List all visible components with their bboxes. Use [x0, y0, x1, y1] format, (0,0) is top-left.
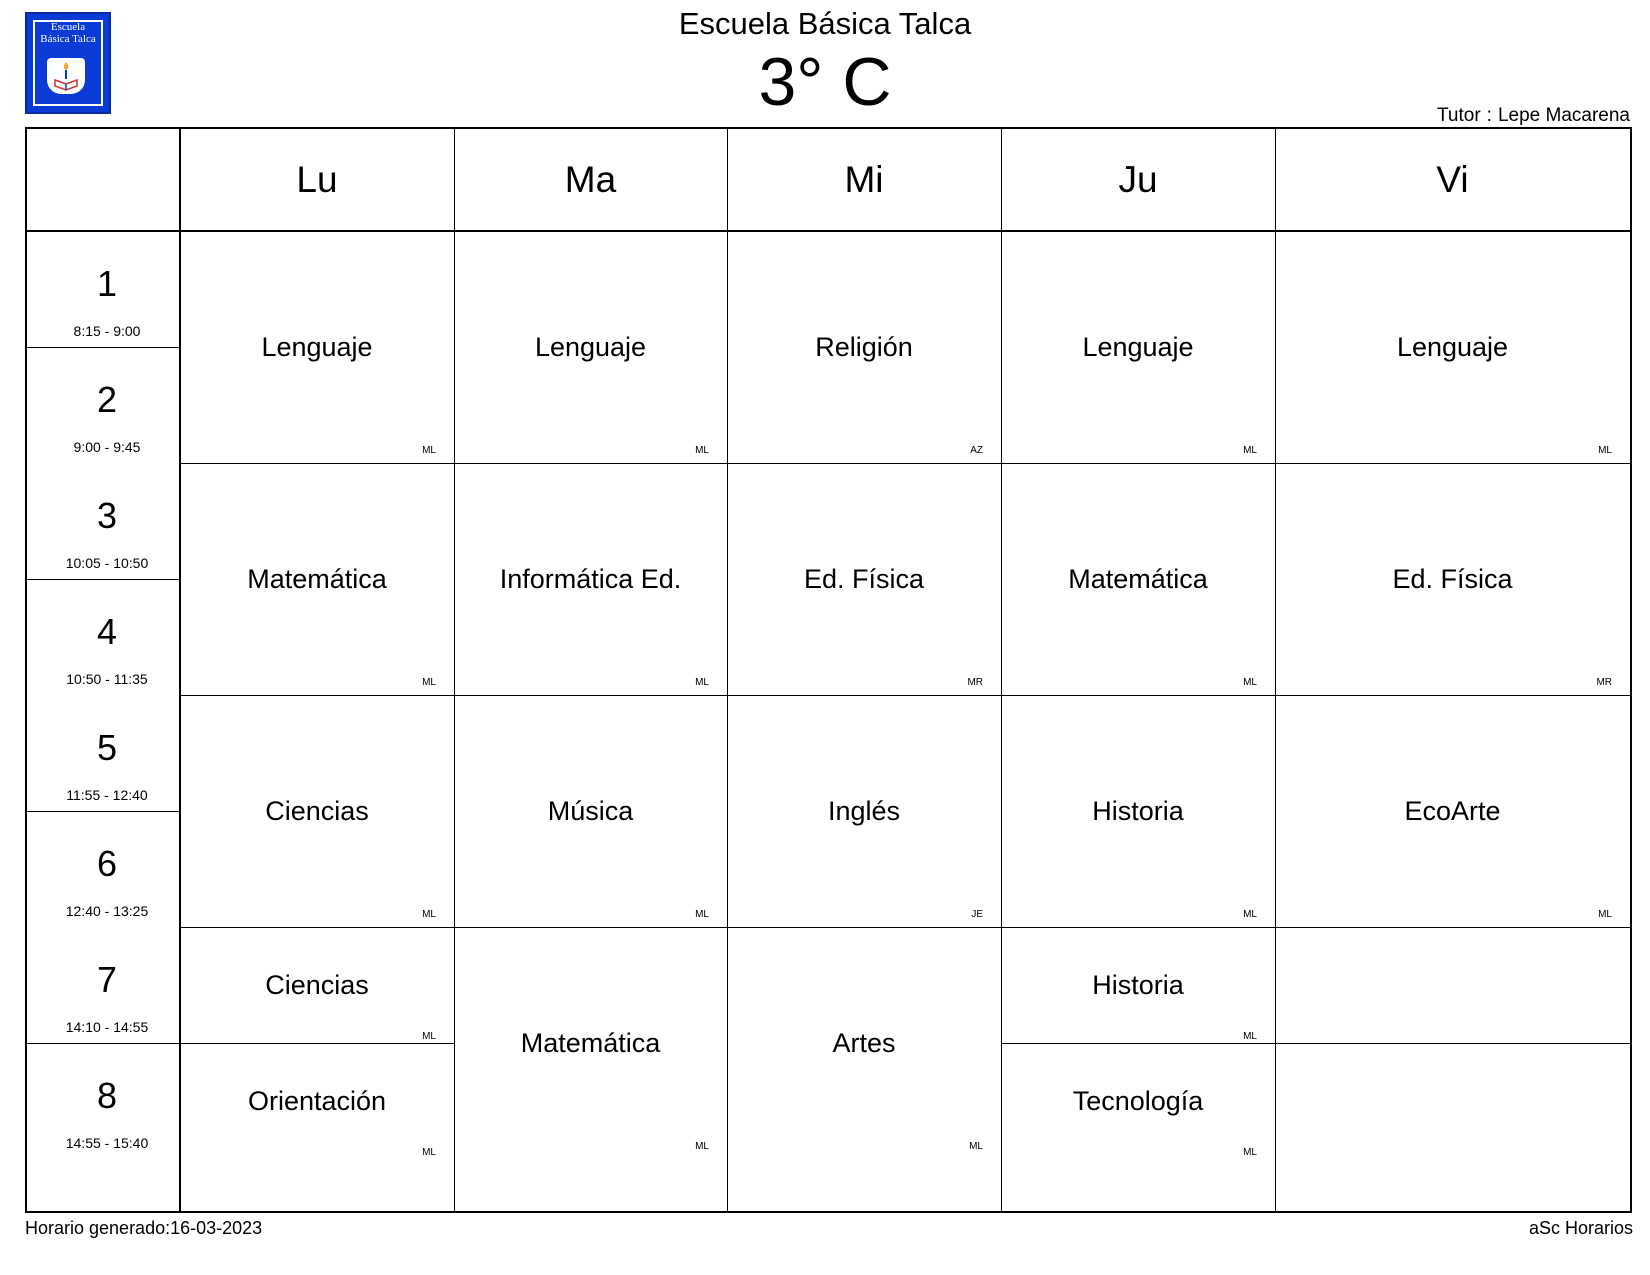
lesson-teacher: MR: [967, 677, 983, 688]
period-number-4: 4: [96, 611, 118, 652]
period-number-1: 1: [96, 263, 118, 304]
lesson-divider: [180, 1043, 454, 1044]
lesson-teacher: AZ: [970, 445, 983, 456]
lesson-teacher: ML: [1598, 445, 1612, 456]
lesson-subject: Ciencias: [265, 795, 369, 826]
day-header-1: Ma: [564, 159, 617, 200]
lesson-subject: Matemática: [1068, 563, 1208, 594]
block-divider: [180, 463, 1630, 464]
lesson-subject: Historia: [1092, 795, 1184, 826]
block-divider: [180, 695, 1630, 696]
lesson-divider: [1275, 1043, 1630, 1044]
timetable-grid: [25, 127, 1632, 1213]
lesson-teacher: ML: [1598, 909, 1612, 920]
software-credit: aSc Horarios: [1528, 1218, 1633, 1238]
lesson-teacher: ML: [695, 909, 709, 920]
day-header-0: Lu: [296, 159, 338, 200]
lesson-subject: EcoArte: [1404, 795, 1501, 826]
period-time-4: 10:50 - 11:35: [66, 671, 148, 687]
period-divider: [27, 1043, 180, 1044]
lesson-subject: Ciencias: [265, 969, 369, 1000]
logo-line-2: Básica Talca: [40, 33, 96, 45]
lesson-subject: Tecnología: [1072, 1085, 1204, 1116]
logo-line-1: Escuela: [50, 21, 86, 33]
period-time-8: 14:55 - 15:40: [65, 1135, 149, 1151]
period-time-5: 11:55 - 12:40: [66, 787, 148, 803]
period-number-6: 6: [96, 843, 118, 884]
lesson-subject: Ed. Física: [803, 563, 925, 594]
period-divider: [27, 811, 180, 812]
period-number-8: 8: [96, 1075, 118, 1116]
tutor-label: Tutor: [1437, 105, 1481, 126]
lesson-teacher: ML: [1243, 677, 1257, 688]
lesson-subject: Orientación: [247, 1085, 387, 1116]
lesson-subject: Lenguaje: [1082, 331, 1194, 362]
lesson-subject: Religión: [815, 331, 913, 362]
day-header-2: Mi: [844, 159, 884, 200]
lesson-teacher: ML: [695, 445, 709, 456]
lesson-subject: Lenguaje: [1396, 331, 1509, 362]
lesson-teacher: ML: [422, 677, 436, 688]
lesson-subject: Ed. Física: [1392, 563, 1513, 594]
lesson-teacher: ML: [695, 677, 709, 688]
lesson-teacher: ML: [969, 1141, 983, 1152]
period-number-2: 2: [96, 379, 118, 420]
period-divider: [27, 579, 180, 580]
lesson-teacher: ML: [1243, 1147, 1257, 1158]
lesson-subject: Lenguaje: [261, 331, 373, 362]
lesson-teacher: ML: [422, 909, 436, 920]
period-number-7: 7: [96, 959, 118, 1000]
period-time-6: 12:40 - 13:25: [65, 903, 149, 919]
period-time-2: 9:00 - 9:45: [73, 439, 141, 455]
column-divider: [179, 129, 181, 1211]
lesson-teacher: ML: [422, 445, 436, 456]
period-time-3: 10:05 - 10:50: [65, 555, 149, 571]
lesson-subject: Lenguaje: [534, 331, 647, 362]
day-header-4: Vi: [1436, 159, 1469, 200]
lesson-subject: Inglés: [827, 795, 901, 826]
period-time-1: 8:15 - 9:00: [73, 323, 141, 339]
tutor-separator: :: [1486, 105, 1492, 126]
block-divider: [180, 927, 1630, 928]
lesson-subject: Informática Ed.: [499, 563, 682, 594]
lesson-teacher: ML: [695, 1141, 709, 1152]
lesson-subject: Matemática: [247, 563, 387, 594]
lesson-subject: Historia: [1092, 969, 1184, 1000]
lesson-teacher: ML: [1243, 909, 1257, 920]
column-divider: [1001, 129, 1002, 1211]
column-divider: [727, 129, 728, 1211]
period-divider: [27, 347, 180, 348]
column-divider: [1275, 129, 1276, 1211]
class-name: 3° C: [758, 44, 892, 120]
day-header-3: Ju: [1118, 159, 1158, 200]
tutor-name: Lepe Macarena: [1497, 105, 1630, 126]
period-number-5: 5: [96, 727, 118, 768]
lesson-teacher: JE: [971, 909, 983, 920]
column-divider: [454, 129, 455, 1211]
lesson-subject: Artes: [832, 1027, 896, 1058]
header-divider: [27, 230, 1630, 232]
tutor-info: [1434, 105, 1633, 127]
generated-date: Horario generado:16-03-2023: [25, 1218, 263, 1238]
lesson-teacher: ML: [1243, 445, 1257, 456]
lesson-teacher: MR: [1596, 677, 1612, 688]
period-number-3: 3: [96, 495, 118, 536]
school-name: Escuela Básica Talca: [678, 6, 972, 41]
lesson-subject: Matemática: [520, 1027, 661, 1058]
lesson-subject: Música: [547, 795, 634, 826]
period-time-7: 14:10 - 14:55: [65, 1019, 149, 1035]
lesson-teacher: ML: [1243, 1031, 1257, 1042]
lesson-divider: [1001, 1043, 1275, 1044]
lesson-teacher: ML: [422, 1147, 436, 1158]
lesson-teacher: ML: [422, 1031, 436, 1042]
